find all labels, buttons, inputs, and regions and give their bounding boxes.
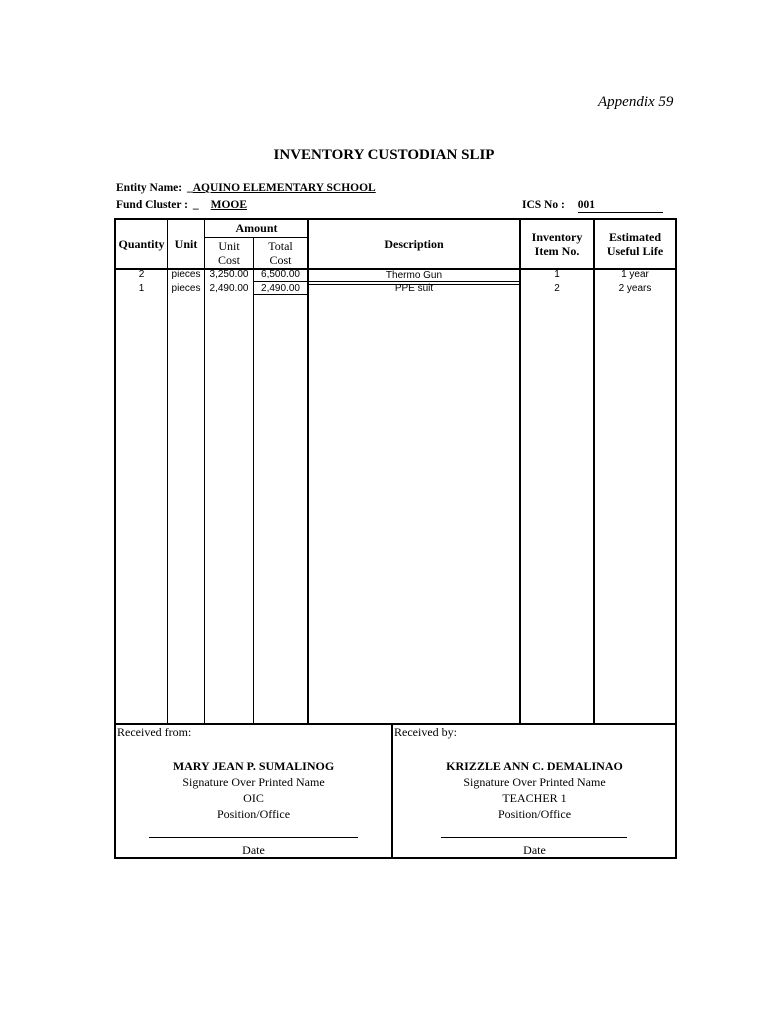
- entity-name-label: Entity Name:: [116, 182, 183, 194]
- header-inventory-item-no: Inventory Item No.: [531, 230, 583, 258]
- received-from-position-label: Position/Office: [216, 807, 291, 821]
- header-useful-life: Estimated Useful Life: [606, 230, 664, 258]
- row-description: Thermo Gun: [385, 270, 443, 281]
- row-unit: pieces: [171, 269, 201, 280]
- entity-name-row: [116, 182, 376, 194]
- received-by-date-label: Date: [523, 843, 546, 857]
- fund-cluster-row: [116, 199, 247, 211]
- row-item-no: 2: [554, 283, 560, 294]
- received-by-position-label: Position/Office: [497, 807, 572, 821]
- header-quantity: Quantity: [118, 237, 165, 251]
- header-total-cost: Total Cost: [268, 239, 293, 267]
- row-useful-life: 2 years: [618, 283, 652, 294]
- received-by-name: KRIZZLE ANN C. DEMALINAO: [446, 759, 623, 773]
- received-from-position: OIC: [243, 791, 264, 805]
- received-from-name: MARY JEAN P. SUMALINOG: [172, 759, 335, 773]
- received-by-sig-label: Signature Over Printed Name: [463, 775, 606, 789]
- received-by-block: [397, 758, 672, 822]
- received-from-sig-label: Signature Over Printed Name: [182, 775, 325, 789]
- row-unit: pieces: [171, 283, 201, 294]
- header-unit: Unit: [174, 237, 198, 251]
- ics-no-value: 001: [577, 199, 595, 211]
- header-amount: Amount: [235, 221, 278, 235]
- received-by-label: Received by:: [394, 725, 457, 739]
- received-from-label: Received from:: [117, 725, 192, 739]
- form-title: INVENTORY CUSTODIAN SLIP: [273, 147, 495, 163]
- received-by-date-line: [441, 837, 627, 838]
- row-quantity: 1: [138, 283, 145, 294]
- row-unit-cost: 2,490.00: [209, 283, 249, 294]
- fund-cluster-value: MOOE: [210, 199, 248, 211]
- row-total-cost: 2,490.00: [261, 283, 300, 294]
- entity-name-prefix: _: [187, 182, 193, 194]
- header-unit-cost: Unit Cost: [217, 239, 240, 267]
- row-unit-cost: 3,250.00: [209, 269, 249, 280]
- row-total-cost: 6,500.00: [261, 269, 300, 280]
- fund-cluster-label: Fund Cluster :: [116, 199, 188, 211]
- row-quantity: 2: [138, 269, 145, 280]
- fund-cluster-prefix: _: [192, 199, 199, 211]
- ics-no-label: ICS No :: [522, 199, 565, 211]
- received-from-block: [116, 758, 391, 822]
- ics-no-underline: [578, 212, 663, 213]
- entity-name-value: AQUINO ELEMENTARY SCHOOL: [192, 182, 376, 194]
- appendix-label: Appendix 59: [598, 94, 674, 110]
- row-useful-life: 1 year: [621, 269, 649, 280]
- ics-no-row: [522, 199, 595, 211]
- received-by-position: TEACHER 1: [502, 791, 567, 805]
- header-description: Description: [384, 237, 444, 251]
- received-from-date-line: [149, 837, 358, 838]
- row-description: PPE suit: [394, 283, 434, 294]
- row-item-no: 1: [554, 269, 560, 280]
- received-from-date-label: Date: [242, 843, 265, 857]
